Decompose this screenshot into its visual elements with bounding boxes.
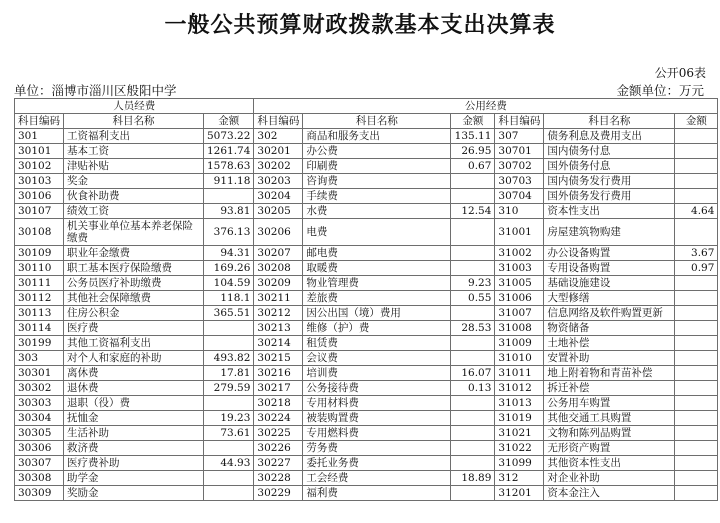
table-row (15, 456, 718, 471)
subject-name-cell: 基本工资 (64, 144, 204, 159)
amount-cell (675, 144, 718, 159)
table-row (15, 261, 718, 276)
amount-cell: 17.81 (204, 366, 254, 381)
subject-code-cell: 30103 (15, 174, 64, 189)
subject-name-cell: 土地补偿 (544, 336, 675, 351)
subject-code-cell: 30213 (254, 321, 303, 336)
amount-unit-label: 金额单位：万元 (616, 83, 704, 98)
subject-name-cell: 咨询费 (303, 174, 451, 189)
column-header: 科目名称 (544, 114, 675, 129)
subject-code-cell: 31008 (495, 321, 544, 336)
subject-code-cell: 30704 (495, 189, 544, 204)
amount-cell: 19.23 (204, 411, 254, 426)
subject-code-cell: 30703 (495, 174, 544, 189)
amount-cell: 26.95 (451, 144, 495, 159)
subject-code-cell: 30110 (15, 261, 64, 276)
subject-name-cell: 培训费 (303, 366, 451, 381)
subject-name-cell: 奖金 (64, 174, 204, 189)
subject-name-cell: 对企业补助 (544, 471, 675, 486)
subject-name-cell: 绩效工资 (64, 204, 204, 219)
amount-cell (675, 321, 718, 336)
subject-code-cell: 30107 (15, 204, 64, 219)
subject-code-cell: 30212 (254, 306, 303, 321)
subject-name-cell: 退职（役）费 (64, 396, 204, 411)
amount-cell: 0.55 (451, 291, 495, 306)
subject-name-cell: 抚恤金 (64, 411, 204, 426)
table-row (15, 129, 718, 144)
amount-cell (675, 219, 718, 246)
subject-code-cell: 30226 (254, 441, 303, 456)
subject-code-cell: 30228 (254, 471, 303, 486)
amount-cell: 493.82 (204, 351, 254, 366)
amount-cell (204, 189, 254, 204)
subject-code-cell: 30215 (254, 351, 303, 366)
table-row (15, 486, 718, 501)
amount-cell: 1261.74 (204, 144, 254, 159)
subject-name-cell: 救济费 (64, 441, 204, 456)
column-header-row (15, 114, 718, 129)
amount-cell: 93.81 (204, 204, 254, 219)
table-row (15, 174, 718, 189)
table-row (15, 291, 718, 306)
subject-name-cell: 职工基本医疗保险缴费 (64, 261, 204, 276)
amount-cell (675, 441, 718, 456)
amount-cell (675, 276, 718, 291)
column-header: 金额 (451, 114, 495, 129)
table-row (15, 426, 718, 441)
amount-cell (675, 291, 718, 306)
subject-name-cell: 工会经费 (303, 471, 451, 486)
table-row (15, 411, 718, 426)
subject-code-cell: 31007 (495, 306, 544, 321)
table-row (15, 351, 718, 366)
subject-code-cell: 30227 (254, 456, 303, 471)
subject-code-cell: 31021 (495, 426, 544, 441)
amount-cell: 73.61 (204, 426, 254, 441)
subject-code-cell: 30301 (15, 366, 64, 381)
table-body (15, 129, 718, 501)
public-group-header: 公用经费 (254, 99, 718, 114)
subject-code-cell: 31201 (495, 486, 544, 501)
amount-cell: 94.31 (204, 246, 254, 261)
column-header: 科目编码 (15, 114, 64, 129)
subject-name-cell: 国内债务付息 (544, 144, 675, 159)
subject-code-cell: 30305 (15, 426, 64, 441)
subject-code-cell: 30307 (15, 456, 64, 471)
subject-code-cell: 30114 (15, 321, 64, 336)
subject-code-cell: 30302 (15, 381, 64, 396)
subject-name-cell: 无形资产购置 (544, 441, 675, 456)
subject-name-cell: 其他交通工具购置 (544, 411, 675, 426)
amount-cell (204, 486, 254, 501)
subject-code-cell: 30199 (15, 336, 64, 351)
amount-cell (675, 174, 718, 189)
personnel-group-header: 人员经费 (15, 99, 254, 114)
amount-cell (675, 486, 718, 501)
subject-code-cell: 30201 (254, 144, 303, 159)
amount-cell (675, 366, 718, 381)
subject-name-cell: 房屋建筑物购建 (544, 219, 675, 246)
table-row (15, 276, 718, 291)
table-row (15, 366, 718, 381)
expenditure-table (14, 98, 718, 501)
subject-name-cell: 物资储备 (544, 321, 675, 336)
table-row (15, 159, 718, 174)
amount-cell (204, 441, 254, 456)
subject-code-cell: 30304 (15, 411, 64, 426)
subject-name-cell: 国外债务发行费用 (544, 189, 675, 204)
subject-name-cell: 物业管理费 (303, 276, 451, 291)
subject-code-cell: 30308 (15, 471, 64, 486)
amount-cell (675, 129, 718, 144)
subject-name-cell: 助学金 (64, 471, 204, 486)
subject-code-cell: 30218 (254, 396, 303, 411)
subject-code-cell: 30113 (15, 306, 64, 321)
subject-name-cell: 维修（护）费 (303, 321, 451, 336)
subject-name-cell: 取暖费 (303, 261, 451, 276)
subject-code-cell: 30224 (254, 411, 303, 426)
subject-code-cell: 310 (495, 204, 544, 219)
amount-cell: 16.07 (451, 366, 495, 381)
subject-name-cell: 邮电费 (303, 246, 451, 261)
subject-code-cell: 30214 (254, 336, 303, 351)
subject-name-cell: 其他工资福利支出 (64, 336, 204, 351)
subject-name-cell: 被装购置费 (303, 411, 451, 426)
subject-code-cell: 30306 (15, 441, 64, 456)
amount-cell (675, 306, 718, 321)
subject-code-cell: 30701 (495, 144, 544, 159)
table-row (15, 246, 718, 261)
amount-cell (675, 396, 718, 411)
subject-name-cell: 其他资本性支出 (544, 456, 675, 471)
subject-code-cell: 30101 (15, 144, 64, 159)
amount-cell: 0.97 (675, 261, 718, 276)
subject-code-cell: 31099 (495, 456, 544, 471)
amount-cell (675, 336, 718, 351)
subject-name-cell: 办公费 (303, 144, 451, 159)
subject-name-cell: 专用燃料费 (303, 426, 451, 441)
amount-cell: 4.64 (675, 204, 718, 219)
column-header: 科目编码 (254, 114, 303, 129)
subject-code-cell: 30106 (15, 189, 64, 204)
subject-code-cell: 31010 (495, 351, 544, 366)
subject-code-cell: 30204 (254, 189, 303, 204)
subject-name-cell: 文物和陈列品购置 (544, 426, 675, 441)
subject-code-cell: 30109 (15, 246, 64, 261)
subject-code-cell: 30112 (15, 291, 64, 306)
subject-code-cell: 31013 (495, 396, 544, 411)
amount-cell: 28.53 (451, 321, 495, 336)
subject-name-cell: 安置补助 (544, 351, 675, 366)
subject-name-cell: 国内债务发行费用 (544, 174, 675, 189)
subject-code-cell: 30102 (15, 159, 64, 174)
amount-cell: 44.93 (204, 456, 254, 471)
subject-name-cell: 基础设施建设 (544, 276, 675, 291)
form-number: 公开06表 (654, 66, 706, 80)
amount-cell (675, 426, 718, 441)
amount-cell (451, 174, 495, 189)
amount-cell (451, 441, 495, 456)
amount-cell (204, 471, 254, 486)
amount-cell: 135.11 (451, 129, 495, 144)
amount-cell: 0.13 (451, 381, 495, 396)
amount-cell (204, 336, 254, 351)
table-row (15, 471, 718, 486)
amount-cell (675, 159, 718, 174)
subject-name-cell: 大型修缮 (544, 291, 675, 306)
subject-name-cell: 工资福利支出 (64, 129, 204, 144)
subject-code-cell: 307 (495, 129, 544, 144)
subject-code-cell: 30303 (15, 396, 64, 411)
subject-name-cell: 差旅费 (303, 291, 451, 306)
subject-code-cell: 31002 (495, 246, 544, 261)
unit-label: 单位：淄博市淄川区般阳中学 (14, 83, 177, 98)
subject-code-cell: 30209 (254, 276, 303, 291)
subject-name-cell: 租赁费 (303, 336, 451, 351)
subject-name-cell: 对个人和家庭的补助 (64, 351, 204, 366)
amount-cell: 365.51 (204, 306, 254, 321)
subject-name-cell: 医疗费 (64, 321, 204, 336)
subject-code-cell: 31019 (495, 411, 544, 426)
subject-name-cell: 公务用车购置 (544, 396, 675, 411)
subject-name-cell: 职业年金缴费 (64, 246, 204, 261)
amount-cell: 911.18 (204, 174, 254, 189)
amount-cell: 12.54 (451, 204, 495, 219)
subject-code-cell: 31003 (495, 261, 544, 276)
subject-name-cell: 劳务费 (303, 441, 451, 456)
subject-name-cell: 资本金注入 (544, 486, 675, 501)
subject-code-cell: 30217 (254, 381, 303, 396)
amount-cell (675, 189, 718, 204)
amount-cell: 118.1 (204, 291, 254, 306)
group-header-row (15, 99, 718, 114)
subject-name-cell: 地上附着物和青苗补偿 (544, 366, 675, 381)
table-row (15, 396, 718, 411)
subject-name-cell: 公务员医疗补助缴费 (64, 276, 204, 291)
amount-cell (451, 426, 495, 441)
table-row (15, 144, 718, 159)
subject-name-cell: 水费 (303, 204, 451, 219)
page-title: 一般公共预算财政拨款基本支出决算表 (164, 12, 556, 38)
amount-cell: 1578.63 (204, 159, 254, 174)
amount-cell: 3.67 (675, 246, 718, 261)
amount-cell (204, 396, 254, 411)
amount-cell (451, 411, 495, 426)
table-row (15, 321, 718, 336)
amount-cell (451, 189, 495, 204)
amount-cell: 18.89 (451, 471, 495, 486)
subject-code-cell: 30207 (254, 246, 303, 261)
amount-cell (451, 261, 495, 276)
subject-code-cell: 30225 (254, 426, 303, 441)
amount-cell (675, 351, 718, 366)
amount-cell (451, 246, 495, 261)
subject-code-cell: 30206 (254, 219, 303, 246)
amount-cell (451, 219, 495, 246)
subject-name-cell: 信息网络及软件购置更新 (544, 306, 675, 321)
amount-cell (451, 486, 495, 501)
column-header: 科目编码 (495, 114, 544, 129)
subject-code-cell: 31001 (495, 219, 544, 246)
amount-cell (675, 381, 718, 396)
subject-name-cell: 住房公积金 (64, 306, 204, 321)
subject-name-cell: 办公设备购置 (544, 246, 675, 261)
subject-name-cell: 专用材料费 (303, 396, 451, 411)
amount-cell (451, 396, 495, 411)
amount-cell (204, 321, 254, 336)
subject-name-cell: 津贴补贴 (64, 159, 204, 174)
subject-code-cell: 30203 (254, 174, 303, 189)
amount-cell: 0.67 (451, 159, 495, 174)
subject-name-cell: 伙食补助费 (64, 189, 204, 204)
subject-code-cell: 312 (495, 471, 544, 486)
amount-cell: 5073.22 (204, 129, 254, 144)
amount-cell: 9.23 (451, 276, 495, 291)
subject-name-cell: 退休费 (64, 381, 204, 396)
subject-code-cell: 30111 (15, 276, 64, 291)
subject-code-cell: 30229 (254, 486, 303, 501)
amount-cell (675, 411, 718, 426)
amount-cell (451, 336, 495, 351)
subject-name-cell: 电费 (303, 219, 451, 246)
subject-name-cell: 专用设备购置 (544, 261, 675, 276)
amount-cell: 376.13 (204, 219, 254, 246)
table-row (15, 189, 718, 204)
subject-code-cell: 302 (254, 129, 303, 144)
subject-code-cell: 30309 (15, 486, 64, 501)
subject-name-cell: 资本性支出 (544, 204, 675, 219)
subject-code-cell: 30211 (254, 291, 303, 306)
subject-code-cell: 30216 (254, 366, 303, 381)
subject-name-cell: 商品和服务支出 (303, 129, 451, 144)
subject-code-cell: 301 (15, 129, 64, 144)
subject-name-cell: 奖励金 (64, 486, 204, 501)
subject-name-cell: 生活补助 (64, 426, 204, 441)
subject-code-cell: 31006 (495, 291, 544, 306)
subject-code-cell: 31011 (495, 366, 544, 381)
table-row (15, 219, 718, 246)
amount-cell (675, 471, 718, 486)
amount-cell (451, 456, 495, 471)
subject-name-cell: 国外债务付息 (544, 159, 675, 174)
subject-name-cell: 其他社会保障缴费 (64, 291, 204, 306)
subject-code-cell: 31022 (495, 441, 544, 456)
table-row (15, 336, 718, 351)
column-header: 科目名称 (64, 114, 204, 129)
subject-name-cell: 福利费 (303, 486, 451, 501)
subject-name-cell: 手续费 (303, 189, 451, 204)
subject-code-cell: 303 (15, 351, 64, 366)
subject-code-cell: 30208 (254, 261, 303, 276)
subject-name-cell: 拆迁补偿 (544, 381, 675, 396)
subject-code-cell: 30108 (15, 219, 64, 246)
column-header: 科目名称 (303, 114, 451, 129)
amount-cell (675, 456, 718, 471)
subject-name-cell: 公务接待费 (303, 381, 451, 396)
subject-name-cell: 委托业务费 (303, 456, 451, 471)
amount-cell: 279.59 (204, 381, 254, 396)
subject-name-cell: 印刷费 (303, 159, 451, 174)
subject-name-cell: 离休费 (64, 366, 204, 381)
amount-cell (451, 351, 495, 366)
table-row (15, 204, 718, 219)
subject-code-cell: 31012 (495, 381, 544, 396)
subject-name-cell: 会议费 (303, 351, 451, 366)
amount-cell: 169.26 (204, 261, 254, 276)
subject-name-cell: 债务利息及费用支出 (544, 129, 675, 144)
subject-code-cell: 31009 (495, 336, 544, 351)
amount-cell: 104.59 (204, 276, 254, 291)
table-row (15, 306, 718, 321)
column-header: 金额 (675, 114, 718, 129)
column-header: 金额 (204, 114, 254, 129)
table-row (15, 381, 718, 396)
amount-cell (451, 306, 495, 321)
subject-name-cell: 医疗费补助 (64, 456, 204, 471)
table-row (15, 441, 718, 456)
subject-name-cell: 机关事业单位基本养老保险缴费 (64, 219, 204, 246)
subject-code-cell: 30702 (495, 159, 544, 174)
subject-code-cell: 30202 (254, 159, 303, 174)
subject-code-cell: 30205 (254, 204, 303, 219)
subject-code-cell: 31005 (495, 276, 544, 291)
subject-name-cell: 因公出国（境）费用 (303, 306, 451, 321)
